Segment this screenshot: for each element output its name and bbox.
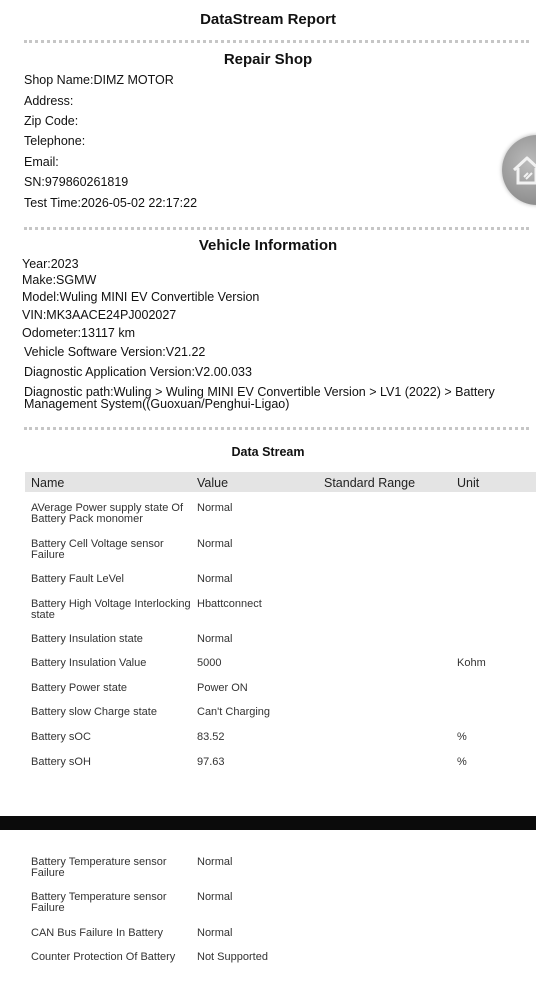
row-name: Battery slow Charge state xyxy=(31,706,157,718)
row-value: 83.52 xyxy=(197,731,225,743)
row-value: Normal xyxy=(197,538,233,550)
row-name: Battery High Voltage Interlocking state xyxy=(31,598,191,621)
home-icon xyxy=(510,153,536,187)
vehicle-model: Model:Wuling MINI EV Convertible Version xyxy=(22,290,260,304)
row-value: Normal xyxy=(197,891,233,903)
vehicle-year: Year:2023 xyxy=(22,257,79,271)
row-value: Can't Charging xyxy=(197,706,271,718)
test-time: Test Time:2026-05-02 22:17:22 xyxy=(24,196,198,210)
vehicle-info-heading: Vehicle Information xyxy=(198,237,338,254)
vehicle-odometer: Odometer:13117 km xyxy=(22,326,136,340)
row-value: 97.63 xyxy=(197,756,225,768)
row-value: Hbattconnect xyxy=(197,598,262,610)
row-name: AVerage Power supply state Of Battery Pack monomer xyxy=(31,502,184,525)
row-name: Battery Temperature sensor Failure xyxy=(31,856,167,879)
column-unit-header: Unit xyxy=(457,476,480,490)
row-value: Power ON xyxy=(197,682,248,694)
row-name: Battery Temperature sensor Failure xyxy=(31,891,167,914)
vehicle-vin: VIN:MK3AACE24PJ002027 xyxy=(22,308,177,322)
data-stream-heading: Data Stream xyxy=(231,445,305,459)
column-range-header: Standard Range xyxy=(324,476,416,490)
shop-address: Address: xyxy=(24,94,74,108)
shop-email: Email: xyxy=(24,155,59,169)
repair-shop-heading: Repair Shop xyxy=(223,51,313,68)
shop-name: Shop Name:DIMZ MOTOR xyxy=(24,73,174,87)
software-version: Vehicle Software Version:V21.22 xyxy=(24,345,206,359)
app-version: Diagnostic Application Version:V2.00.033 xyxy=(24,365,252,379)
dotted-divider xyxy=(24,227,529,230)
floating-home-button[interactable] xyxy=(502,135,536,205)
column-value-header: Value xyxy=(197,476,229,490)
row-value: 5000 xyxy=(197,657,222,669)
row-value: Normal xyxy=(197,502,233,514)
row-name: Battery Insulation state xyxy=(31,633,143,645)
row-name: Battery Fault LeVel xyxy=(31,573,124,585)
dotted-divider xyxy=(24,40,529,43)
row-name: Battery Insulation Value xyxy=(31,657,147,669)
page-break-bar xyxy=(0,816,536,830)
column-name-header: Name xyxy=(31,476,65,490)
row-value: Normal xyxy=(197,573,233,585)
vehicle-make: Make:SGMW xyxy=(22,273,97,287)
row-name: Battery sOH xyxy=(31,756,91,768)
row-name: CAN Bus Failure In Battery xyxy=(31,927,164,939)
row-value: Normal xyxy=(197,633,233,645)
shop-telephone: Telephone: xyxy=(24,134,86,148)
row-name: Battery Power state xyxy=(31,682,127,694)
shop-zip: Zip Code: xyxy=(24,114,79,128)
row-unit: % xyxy=(457,731,467,743)
shop-sn: SN:979860261819 xyxy=(24,175,129,189)
dotted-divider xyxy=(24,427,529,430)
row-name: Battery sOC xyxy=(31,731,91,743)
row-value: Normal xyxy=(197,856,233,868)
row-name: Counter Protection Of Battery xyxy=(31,951,176,963)
row-name: Battery Cell Voltage sensor Failure xyxy=(31,538,164,561)
row-unit: Kohm xyxy=(457,657,486,669)
row-value: Normal xyxy=(197,927,233,939)
row-unit: % xyxy=(457,756,467,768)
row-value: Not Supported xyxy=(197,951,268,963)
diagnostic-path: Diagnostic path:Wuling > Wuling MINI EV Convertible Version > LV1 (2022) > Battery Management System((Guoxuan/Penghui-Ligao) xyxy=(24,385,495,411)
report-title: DataStream Report xyxy=(200,11,336,28)
